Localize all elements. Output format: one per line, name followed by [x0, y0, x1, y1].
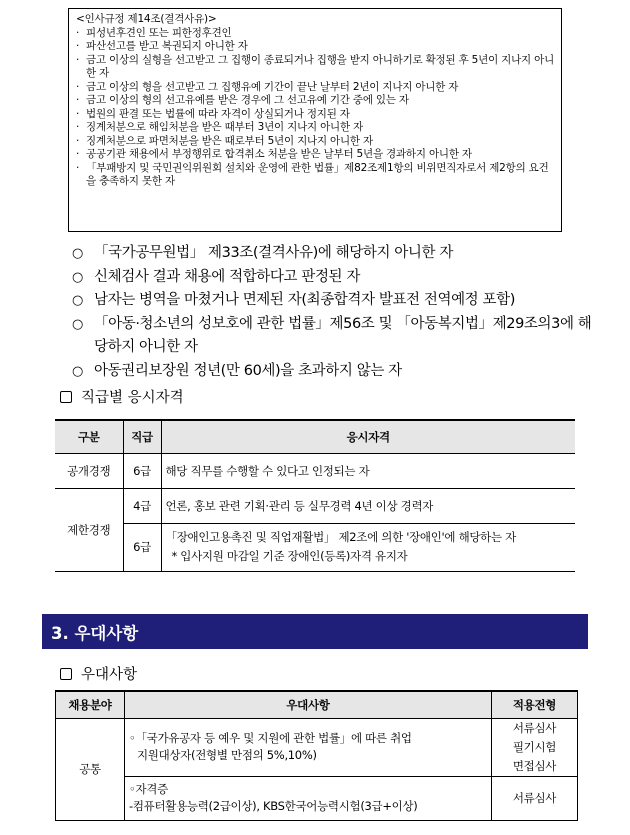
- qualification-cell: 「장애인고용촉진 및 직업재활법」 제2조에 의한 '장애인'에 해당하는 자 * 입사지원 마감일 기준 장애인(등록)자격 유지자: [161, 523, 575, 571]
- column-header: 직급: [123, 420, 161, 453]
- job-qualification-table: [55, 419, 575, 572]
- table-row: [56, 718, 578, 776]
- stage-cell: 서류심사: [492, 776, 578, 820]
- regulation-item: · 징계처분으로 파면처분을 받은 때로부터 5년이 지나지 아니한 자: [76, 134, 373, 147]
- table-header-row: [55, 420, 575, 453]
- regulation-item: · 금고 이상의 형을 선고받고 그 집행유예 기간이 끝난 날부터 2년이 지나지 아니한 자: [76, 80, 459, 93]
- regulation-box: [68, 8, 562, 232]
- regulation-item: · 금고 이상의 실형을 선고받고 그 집행이 종료되거나 집행을 받지 아니하기로 확정된 후 5년이 지나지 아니한 자: [76, 53, 555, 79]
- stage-cell: 서류심사 필기시험 면접심사: [492, 718, 578, 776]
- circle-bullet-icon: ○: [72, 363, 83, 379]
- qualification-cell: 언론, 홍보 관련 기획·관리 등 실무경력 4년 이상 경력자: [161, 488, 575, 523]
- table-row: [55, 453, 575, 488]
- column-header: 우대사항: [125, 691, 492, 718]
- square-bullet-icon: [60, 668, 72, 680]
- regulation-item: · 「부패방지 및 국민권익위원회 설치와 운영에 관한 법률」제82조제1항의 비위면직자로서 제2항의 요건을 충족하지 못한 자: [76, 161, 549, 187]
- qualification-item: ○ 「아동·청소년의 성보호에 관한 법률」제56조 및 「아동복지법」제29조의3에 해당하지 아니한 자: [72, 313, 602, 360]
- table-row: [55, 523, 575, 571]
- regulation-title: <인사규정 제14조(결격사유)>: [76, 13, 217, 25]
- preference-cell: ◦자격증 -컴퓨터활용능력(2급이상), KBS한국어능력시험(3급+이상): [125, 776, 492, 820]
- regulation-item: · 피성년후견인 또는 피한정후견인: [76, 26, 232, 39]
- column-header: 적용전형: [492, 691, 578, 718]
- circle-bullet-icon: ○: [72, 269, 83, 285]
- regulation-item: · 파산선고를 받고 복권되지 아니한 자: [76, 40, 248, 52]
- regulation-item: · 금고 이상의 형의 선고유예를 받은 경우에 그 선고유예 기간 중에 있는 자: [76, 94, 409, 106]
- qualification-item: ○ 남자는 병역을 마쳤거나 면제된 자(최종합격자 발표전 전역예정 포함): [72, 289, 602, 313]
- table-row: [55, 488, 575, 523]
- preference-table: [55, 690, 578, 821]
- field-cell: 공통: [56, 718, 125, 820]
- category-cell: 제한경쟁: [55, 488, 123, 571]
- square-bullet-icon: [60, 391, 72, 403]
- column-header: 구분: [55, 420, 123, 453]
- regulation-item: · 법원의 판결 또는 법률에 따라 자격이 상실되거나 정지된 자: [76, 107, 350, 120]
- section-heading-job: 직급별 응시자격: [60, 386, 184, 407]
- qualification-item: ○ 아동권리보장원 정년(만 60세)을 초과하지 않는 자: [72, 360, 602, 384]
- circle-bullet-icon: ○: [72, 293, 83, 308]
- column-header: 응시자격: [161, 420, 575, 453]
- qualification-item: ○ 신체검사 결과 채용에 적합하다고 판정된 자: [72, 266, 602, 290]
- table-row: [56, 776, 578, 820]
- table-header-row: [56, 691, 578, 718]
- regulation-item: · 공공기관 채용에서 부정행위로 합격취소 처분을 받은 날부터 5년을 경과하지 아니한 자: [76, 148, 472, 160]
- regulation-item: · 징계처분으로 해임처분을 받은 때부터 3년이 지나지 아니한 자: [76, 121, 364, 133]
- column-header: 채용분야: [56, 691, 125, 718]
- qualification-list: [72, 242, 602, 383]
- section-heading-preference: 우대사항: [60, 663, 137, 684]
- section-banner: 3. 우대사항: [42, 614, 588, 649]
- grade-cell: 6급: [123, 523, 161, 571]
- grade-cell: 4급: [123, 488, 161, 523]
- grade-cell: 6급: [123, 453, 161, 488]
- circle-bullet-icon: ○: [72, 316, 83, 332]
- circle-bullet-icon: ○: [72, 246, 83, 261]
- qualification-cell: 해당 직무를 수행할 수 있다고 인정되는 자: [161, 453, 575, 488]
- category-cell: 공개경쟁: [55, 453, 123, 488]
- preference-cell: ◦「국가유공자 등 예우 및 지원에 관한 법률」에 따른 취업 지원대상자(전형별 만점의 5%,10%): [125, 718, 492, 776]
- qualification-item: ○ 「국가공무원법」 제33조(결격사유)에 해당하지 아니한 자: [72, 242, 602, 266]
